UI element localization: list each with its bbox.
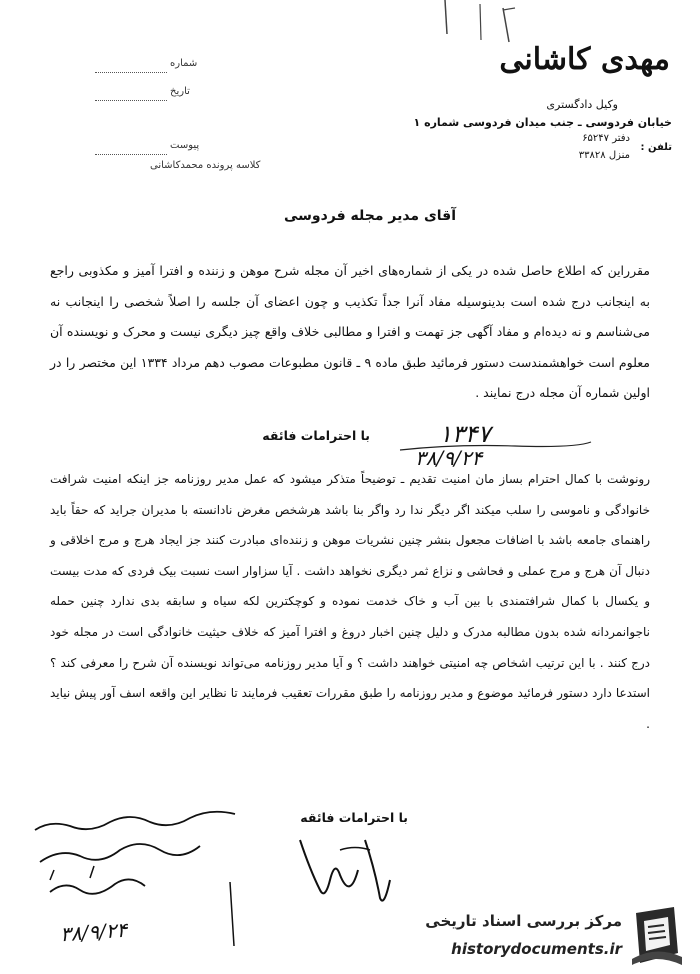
handwritten-date: ۳۸/۹/۲۴ <box>415 446 483 470</box>
archive-logo-icon <box>628 905 686 967</box>
lawyer-address: خیابان فردوسی ـ جنب میدان فردوسی شماره ۱ <box>413 116 672 129</box>
body-paragraph-1: مقرراین که اطلاع حاصل شده در یکی از شماره‌های اخیر آن مجله شرح موهن و زننده و افترا آمیز و مکذوبی راجع به اینجانب درج شده است بدینوسیله مفاد آنرا جداً تکذیب و چون اعضای آن جلسه را اصلاً شخصی را اینجانب نه می‌شناسم و نه دیده‌ام و مفاد آگهی جز تهمت و افترا و مطالبی خلاف واقع چیز دیگری نیست و محرک و نویسنده آن معلوم است خواهشمندست دستور فرمائید طبق ماده ۹ ـ قانون مطبوعات مصوب دهم مرداد ۱۳۳۴ این مختصر را در اولین شماره آن مجله درج نمایند . <box>50 263 650 400</box>
closing-1: با احترامات فائقه <box>262 428 370 443</box>
date-label: تاریخ <box>170 86 190 97</box>
body-paragraph-2: رونوشت با کمال احترام بساز مان امنیت تقدیم ـ توضیحاً متذکر میشود که عمل مدیر روزنامه جز اینکه امنیت شرافت خانوادگی و ناموسی را سلب میکند اگر دیگر ندا رد واگر بنا باشد هرشخص مغرض نادانسته با مدیران جراید که حقاً باید راهنمای جامعه باشد با اضافات مجعول بنشر چنین نشریات موهن و زننده‌ای مبادرت کنند جز ایجاد هرج و مرج اخلاقی و دنبال آن هرج و مرج عملی و فحاشی و نزاع ثمر دیگری نخواهد داشت . آیا سزاوار است نسبت بیک فردی که مدت بیست و یکسال با کمال شرافتمندی با بین آب و خاک خدمت نموده و کوچکترین لکه سیاه و سابقه بدی ندارد چنین حمله ناجوانمردانه شده بدون مطالبه مدرک و دلیل چنین اخبار دروغ و افترا آمیز که خلاف حیثیت خانوادگی است در مجله خود درج کنند . با این ترتیب اشخاص چه امنیتی خواهند داشت ؟ و آیا مدیر روزنامه می‌تواند نویسنده آن شرح را معرفی کند ؟ استدعا دارد دستور فرمائید موضوع و مدیر روزنامه را طبق مقررات تعقیب فرمایند تا نظایر این واقعه اسف آور پیش نیاید . <box>50 472 650 731</box>
phone-home: منزل ۳۳۸۲۸ <box>578 150 630 161</box>
attachment-label: پیوست <box>170 140 200 151</box>
vertical-mark <box>222 880 242 950</box>
watermark-url: historydocuments.ir <box>451 940 622 958</box>
handwritten-bottom-date: ۳۸/۹/۲۴ <box>59 917 128 947</box>
signature <box>280 820 410 910</box>
attachment-line <box>95 154 167 155</box>
handwritten-number: ۱۳۴۷ <box>439 420 491 448</box>
lawyer-title: وکیل دادگستری <box>546 98 618 111</box>
date-line <box>95 100 167 101</box>
number-label: شماره <box>170 58 198 69</box>
phone-office: دفتر ۶۵۲۴۷ <box>582 133 630 144</box>
lawyer-name: مهدی کاشانی <box>499 42 670 77</box>
summary-label: کلاسه پرونده محمدکاشانی <box>150 160 261 171</box>
number-line <box>95 72 167 73</box>
salutation: آقای مدیر مجله فردوسی <box>283 208 457 224</box>
phone-label: تلفن : <box>640 142 672 153</box>
watermark-org: مرکز بررسی اسناد تاریخی <box>425 912 622 930</box>
closing-2: با احترامات فائقه <box>300 810 408 825</box>
